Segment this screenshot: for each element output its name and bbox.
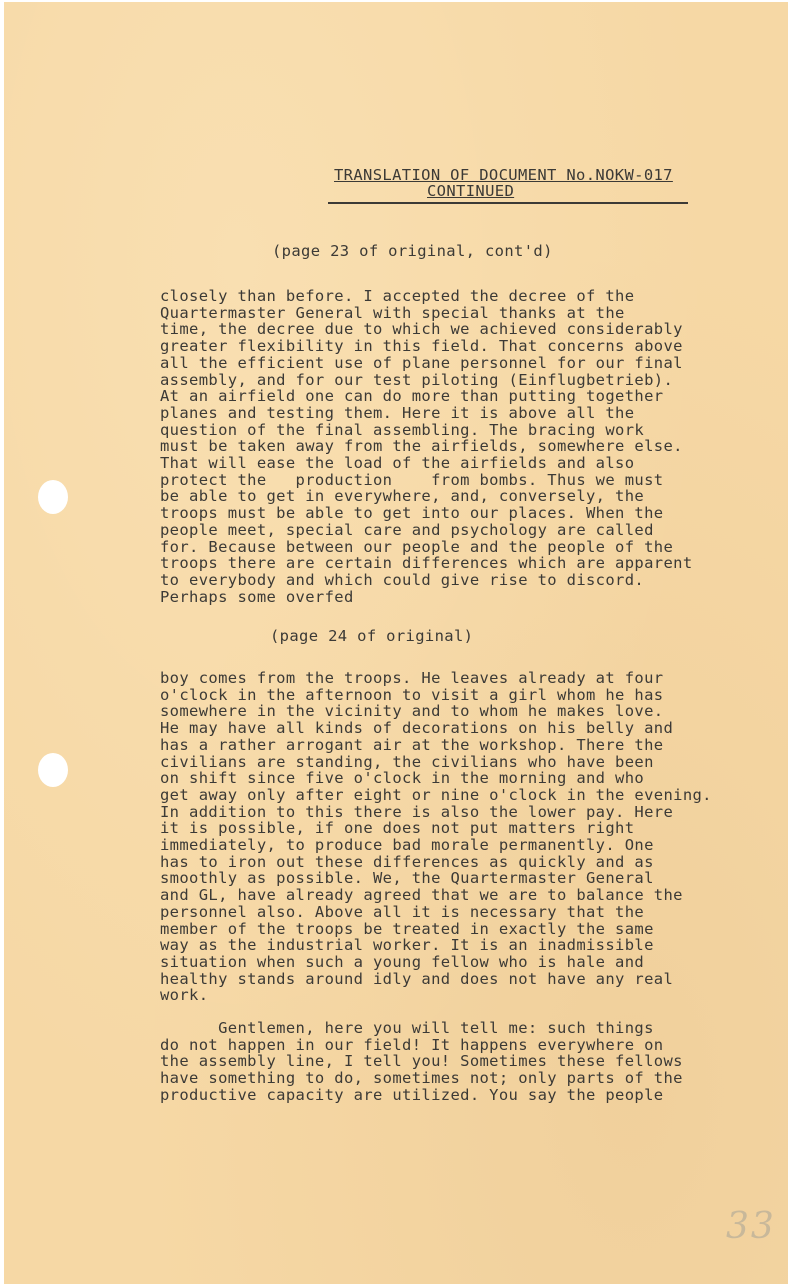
text-line: get away only after eight or nine o'clock in the evening.	[160, 785, 712, 804]
text-line: greater flexibility in this field. That concerns above	[160, 337, 683, 356]
text-line: Perhaps some overfed	[160, 587, 354, 606]
text-line: situation when such a young fellow who is hale and	[160, 952, 645, 971]
text-line: for. Because between our people and the people of the	[160, 537, 674, 556]
handwritten-page-number: 33	[726, 1206, 776, 1247]
text-line: people meet, special care and psychology are called	[160, 520, 654, 539]
text-line: civilians are standing, the civilians who have been	[160, 752, 654, 771]
text-line: the assembly line, I tell you! Sometimes these fellows	[160, 1052, 683, 1071]
text-line: it is possible, if one does not put matters right	[160, 819, 635, 838]
text-line: personnel also. Above all it is necessary that the	[160, 902, 645, 921]
text-line: member of the troops be treated in exactly the same	[160, 919, 654, 938]
header-title: TRANSLATION OF DOCUMENT No.NOKW-017	[334, 166, 673, 184]
text-line: healthy stands around idly and does not have any real	[160, 969, 674, 988]
punch-hole-upper	[38, 480, 68, 514]
page-reference-23: (page 23 of original, cont'd)	[272, 242, 553, 260]
text-line: and GL, have already agreed that we are to balance the	[160, 886, 683, 905]
paragraph-gentlemen	[160, 1020, 683, 1104]
text-line: o'clock in the afternoon to visit a girl whom he has	[160, 685, 664, 704]
text-line: has to iron out these differences as quickly and as	[160, 852, 654, 871]
text-line: Gentlemen, here you will tell me: such things	[160, 1019, 654, 1037]
paragraph-page-23	[160, 288, 693, 605]
text-line: has a rather arrogant air at the workshop. There the	[160, 735, 664, 754]
text-line: boy comes from the troops. He leaves already at four	[160, 669, 664, 687]
text-line: must be taken away from the airfields, somewhere else.	[160, 437, 683, 456]
text-line: In addition to this there is also the lower pay. Here	[160, 802, 674, 821]
text-line: smoothly as possible. We, the Quartermaster General	[160, 869, 654, 888]
text-line: on shift since five o'clock in the morning and who	[160, 769, 645, 788]
text-line: somewhere in the vicinity and to whom he makes love.	[160, 702, 664, 721]
text-line: all the efficient use of plane personnel for our final	[160, 353, 683, 372]
text-line: At an airfield one can do more than putting together	[160, 387, 664, 406]
header-rule	[328, 202, 688, 204]
text-line: That will ease the load of the airfields and also	[160, 454, 635, 473]
header-continued: CONTINUED	[427, 182, 515, 200]
text-line: troops there are certain differences which are apparent	[160, 554, 693, 573]
text-line: closely than before. I accepted the decree of the	[160, 287, 635, 305]
text-line: be able to get in everywhere, and, conversely, the	[160, 487, 645, 506]
text-line: Quartermaster General with special thanks at the	[160, 303, 625, 322]
text-line: assembly, and for our test piloting (Einflugbetrieb).	[160, 370, 674, 389]
document-page	[4, 2, 788, 1284]
text-line: planes and testing them. Here it is above all the	[160, 403, 635, 422]
text-line: question of the final assembling. The bracing work	[160, 420, 645, 439]
text-line: immediately, to produce bad morale permanently. One	[160, 836, 654, 855]
text-line: troops must be able to get into our places. When the	[160, 504, 664, 523]
text-line: to everybody and which could give rise to discord.	[160, 570, 645, 589]
text-line: way as the industrial worker. It is an inadmissible	[160, 936, 654, 955]
paragraph-page-24	[160, 670, 712, 1004]
text-line: have something to do, sometimes not; only parts of the	[160, 1069, 683, 1088]
text-line: protect the production from bombs. Thus we must	[160, 470, 664, 489]
text-line: He may have all kinds of decorations on his belly and	[160, 719, 674, 738]
text-line: do not happen in our field! It happens everywhere on	[160, 1035, 664, 1054]
text-line: productive capacity are utilized. You say the people	[160, 1085, 664, 1104]
page-reference-24: (page 24 of original)	[270, 627, 474, 645]
text-line: time, the decree due to which we achieved considerably	[160, 320, 683, 339]
punch-hole-lower	[38, 753, 68, 787]
text-line: work.	[160, 986, 209, 1005]
